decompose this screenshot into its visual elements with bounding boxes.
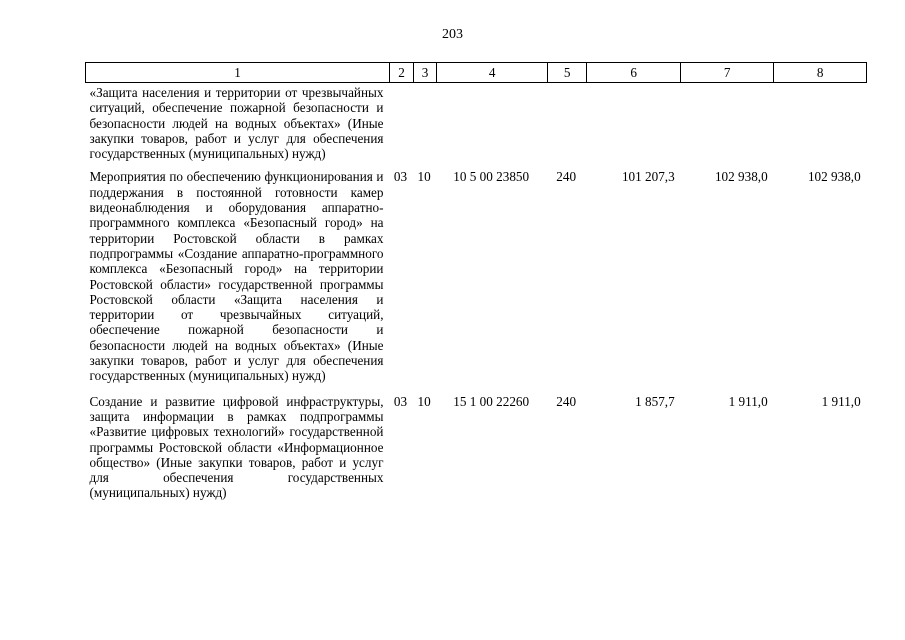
cell-target-article (437, 83, 548, 168)
table-row (86, 167, 867, 391)
cell-section: 03 (393, 393, 408, 409)
cell-expense-type: 240 (556, 393, 577, 409)
cell-amount-3: 102 938,0 (807, 169, 861, 185)
column-header: 4 (437, 63, 548, 83)
column-header: 2 (390, 63, 414, 83)
cell-amount-3 (774, 83, 867, 168)
table-row (86, 392, 867, 501)
budget-table (85, 62, 867, 501)
row-description-text: Мероприятия по обеспечению функционирования и поддержания в постоянной готовности камер видеонаблюдения и оборудования аппаратно-программного комплекса «Безопасный город» на территории Ростовской области в рамках подпрограммы «Создание аппаратно-программного комплекса «Безопасный город» на территории Ростовской области» государственной программы Ростовской области «Защита населения и территории от чрезвычайных ситуаций, обеспечение пожарной безопасности и безопасности людей на водных объектах» (Иные закупки товаров, работ и услуг для обеспечения государственных (муниципальных) нужд) (89, 169, 384, 384)
cell-amount-2: 1 911,0 (728, 393, 768, 409)
cell-target-article: 15 1 00 22260 (453, 393, 530, 409)
column-header: 6 (587, 63, 681, 83)
column-header: 3 (414, 63, 437, 83)
page-number: 203 (442, 27, 463, 42)
row-description-text: Создание и развитие цифровой инфраструктуры, защита информации в рамках подпрограммы «Развитие цифровых технологий» государственной программы Ростовской области «Информационное общество» (Иные закупки товаров, работ и услуг для обеспечения государственных (муниципальных) нужд) (89, 393, 384, 501)
cell-target-article: 10 5 00 23850 (453, 169, 530, 185)
cell-amount-1 (587, 83, 681, 168)
cell-expense-type (548, 83, 587, 168)
row-description-text: «Защита населения и территории от чрезвычайных ситуаций, обеспечение пожарной безопасности и безопасности людей на водных объектах» (Иные закупки товаров, работ и услуг для обеспечения государственных (муниципальных) нужд) (89, 85, 384, 162)
row-description (86, 83, 390, 168)
cell-section: 03 (393, 169, 408, 185)
cell-section (390, 83, 414, 168)
row-description (86, 167, 390, 391)
column-header: 5 (548, 63, 587, 83)
cell-amount-1: 101 207,3 (621, 169, 675, 185)
cell-subsection: 10 (417, 169, 431, 185)
cell-subsection (414, 83, 437, 168)
cell-expense-type: 240 (556, 169, 577, 185)
cell-subsection: 10 (417, 393, 431, 409)
table-header-row (86, 63, 867, 83)
row-description (86, 392, 390, 501)
cell-amount-1: 1 857,7 (635, 393, 675, 409)
cell-amount-2 (681, 83, 774, 168)
column-header: 1 (86, 63, 390, 83)
cell-amount-3: 1 911,0 (821, 393, 861, 409)
column-header: 8 (774, 63, 867, 83)
cell-amount-2: 102 938,0 (714, 169, 768, 185)
column-header: 7 (681, 63, 774, 83)
table-row (86, 83, 867, 168)
